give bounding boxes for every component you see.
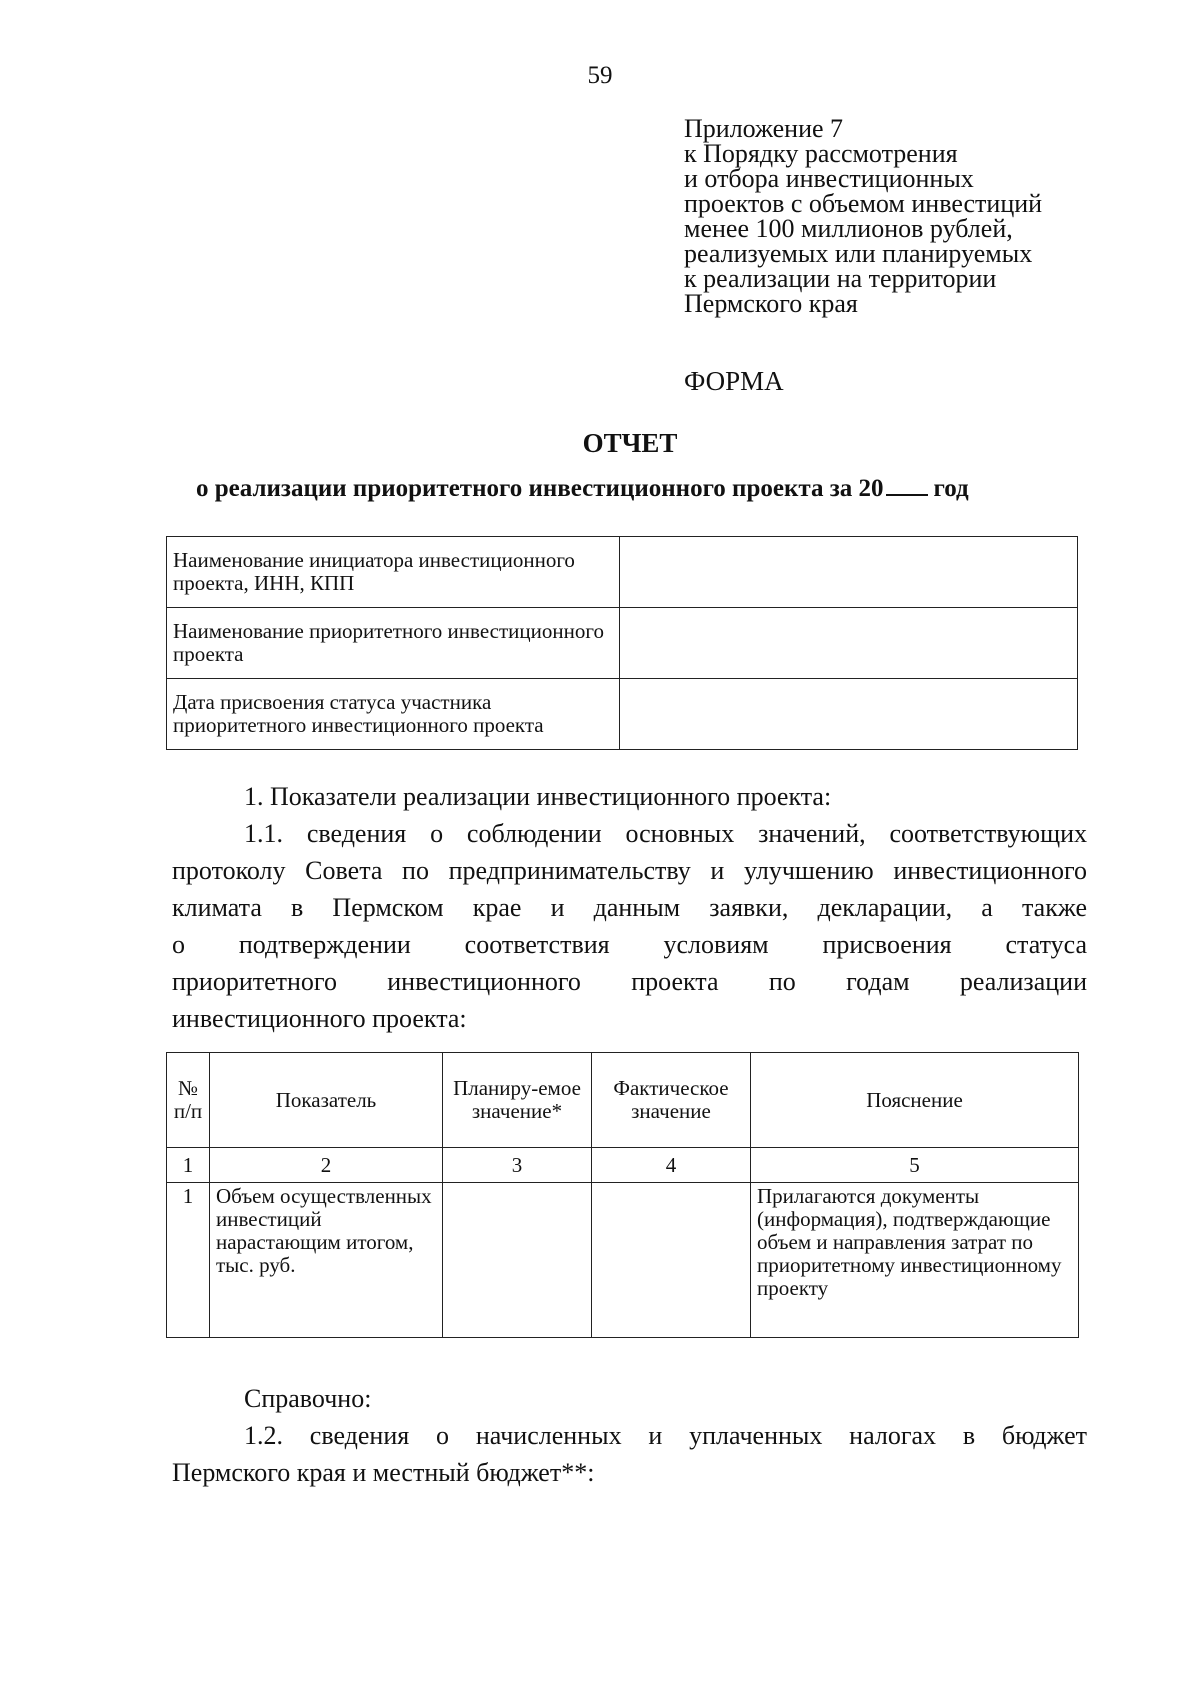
column-number: 5	[751, 1148, 1079, 1183]
project-name-value-cell[interactable]	[620, 608, 1078, 679]
reference-section	[172, 1380, 1087, 1491]
status-date-value-cell[interactable]	[620, 679, 1078, 750]
appendix-header	[684, 116, 1124, 316]
paragraph-line: климата в Пермском крае и данным заявки, декларации, а также	[172, 893, 1087, 922]
appendix-line: и отбора инвестиционных	[684, 164, 974, 193]
appendix-line: менее 100 миллионов рублей,	[684, 214, 1013, 243]
appendix-line: к реализации на территории	[684, 264, 997, 293]
table-row	[167, 608, 1078, 679]
report-subtitle	[196, 474, 969, 503]
appendix-line: проектов с объемом инвестиций	[684, 189, 1043, 218]
column-number: 1	[167, 1148, 210, 1183]
section-1-heading: 1. Показатели реализации инвестиционного проекта:	[244, 782, 832, 811]
status-date-label: Дата присвоения статуса участника приоритетного инвестиционного проекта	[167, 679, 620, 750]
appendix-line: Пермского края	[684, 289, 858, 318]
initiator-value-cell[interactable]	[620, 537, 1078, 608]
form-label: ФОРМА	[684, 366, 784, 396]
year-blank-field[interactable]	[886, 474, 928, 496]
paragraph-line: приоритетного инвестиционного проекта по годам реализации	[172, 967, 1087, 996]
column-number: 3	[443, 1148, 592, 1183]
header-actual: Фактическое значение	[592, 1053, 751, 1148]
paragraph-line: Пермского края и местный бюджет**:	[172, 1458, 595, 1487]
paragraph-line: протоколу Совета по предпринимательству и улучшению инвестиционного	[172, 856, 1087, 885]
header-explanation: Пояснение	[751, 1053, 1079, 1148]
project-name-label: Наименование приоритетного инвестиционного проекта	[167, 608, 620, 679]
header-number: № п/п	[167, 1053, 210, 1148]
column-number: 2	[210, 1148, 443, 1183]
reference-label: Справочно:	[244, 1384, 372, 1413]
report-subtitle-text: о реализации приоритетного инвестиционного проекта за 20	[196, 475, 884, 502]
paragraph-line: 1.1. сведения о соблюдении основных значений, соответствующих	[244, 819, 1087, 848]
header-planned: Планиру-емое значение*	[443, 1053, 592, 1148]
page-number: 59	[587, 62, 613, 89]
initiator-label: Наименование инициатора инвестиционного проекта, ИНН, КПП	[167, 537, 620, 608]
paragraph-line: 1.2. сведения о начисленных и уплаченных налогах в бюджет	[244, 1421, 1087, 1450]
table-row	[167, 1183, 1079, 1338]
report-subtitle-year-word: год	[933, 475, 969, 502]
table-row	[167, 537, 1078, 608]
appendix-line: к Порядку рассмотрения	[684, 139, 958, 168]
project-info-table	[166, 536, 1078, 750]
appendix-line: реализуемых или планируемых	[684, 239, 1033, 268]
row-actual-value-cell[interactable]	[592, 1183, 751, 1338]
indicators-table	[166, 1052, 1079, 1338]
table-row	[167, 679, 1078, 750]
column-number: 4	[592, 1148, 751, 1183]
paragraph-line: о подтверждении соответствия условиям присвоения статуса	[172, 930, 1087, 959]
row-explanation: Прилагаются документы (информация), подтверждающие объем и направления затрат по приоритетному инвестиционному проекту	[751, 1183, 1079, 1338]
paragraph-line: инвестиционного проекта:	[172, 1004, 467, 1033]
section-1	[172, 778, 1087, 1037]
header-indicator: Показатель	[210, 1053, 443, 1148]
column-number-row	[167, 1148, 1079, 1183]
report-title: ОТЧЕТ	[582, 428, 678, 458]
appendix-line: Приложение 7	[684, 114, 844, 143]
row-indicator: Объем осуществленных инвестиций нарастающим итогом, тыс. руб.	[210, 1183, 443, 1338]
row-planned-value-cell[interactable]	[443, 1183, 592, 1338]
row-number: 1	[167, 1183, 210, 1338]
table-header-row	[167, 1053, 1079, 1148]
